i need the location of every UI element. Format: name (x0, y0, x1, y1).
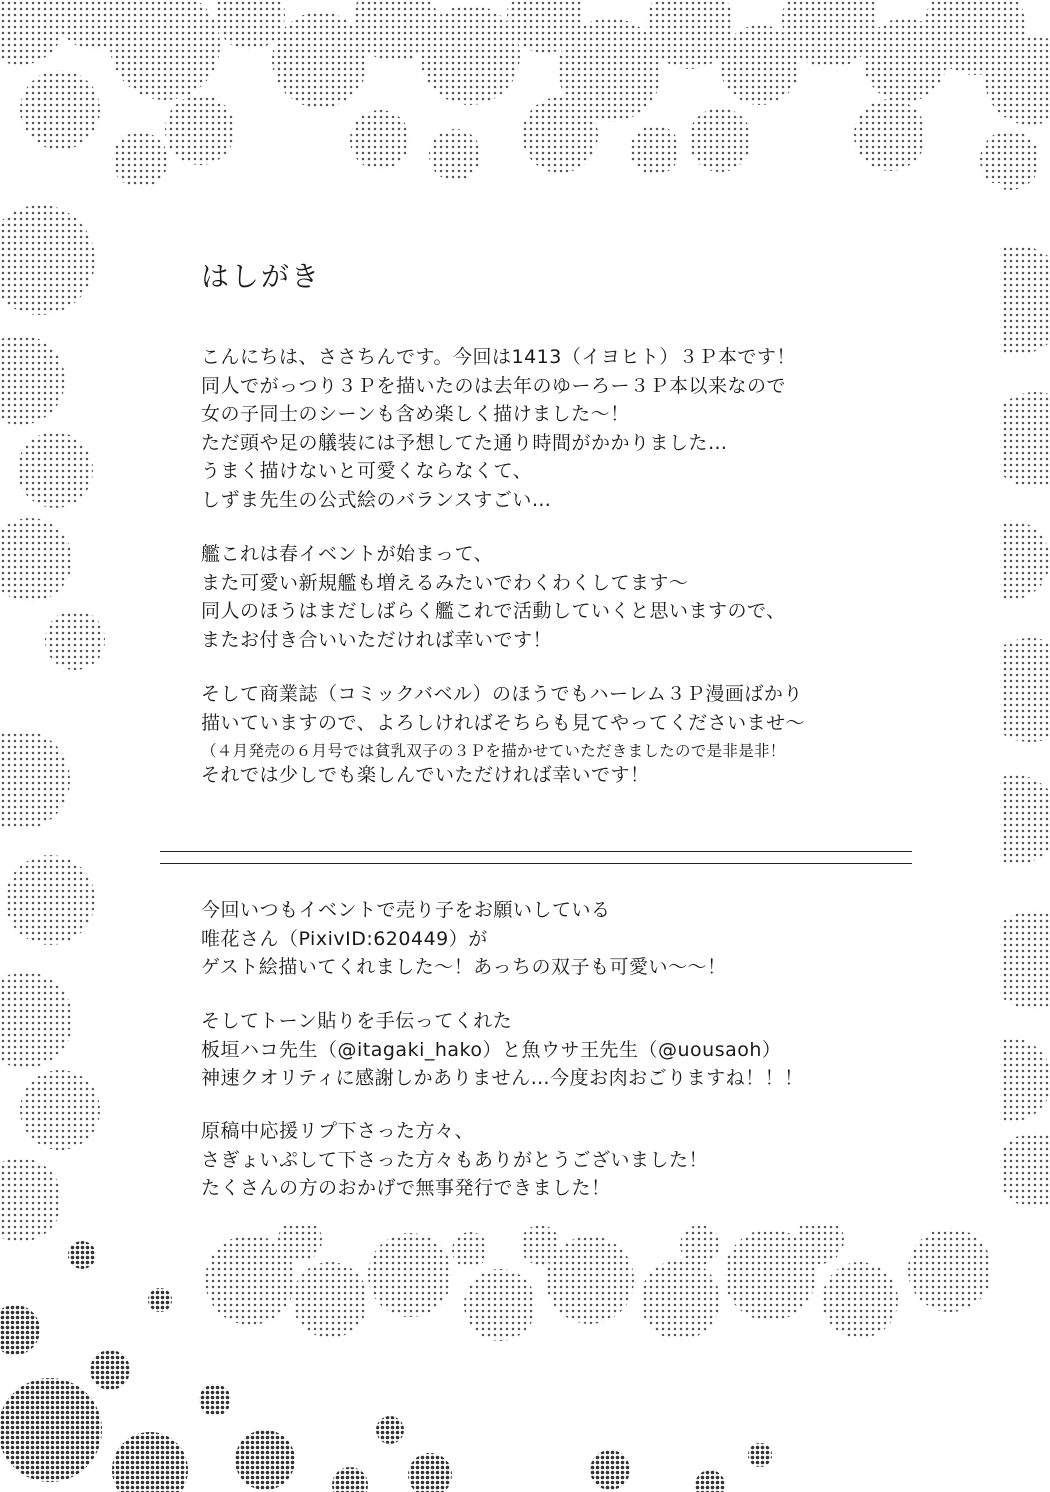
text-line: ただ頭や足の艤装には予想してた通り時間がかかりました… (201, 431, 728, 454)
halftone-blob-dark (695, 1470, 725, 1492)
halftone-blob (0, 518, 72, 602)
text-line: また可愛い新規艦も増えるみたいでわくわくしてます～ (201, 571, 689, 594)
text-line: 神速クオリティに感謝しかありません…今度お肉おごりますね！！！ (201, 1067, 804, 1089)
halftone-blob (17, 432, 93, 508)
halftone-blob (429, 129, 481, 181)
halftone-blob (420, 5, 520, 105)
halftone-blob-dark (235, 1430, 295, 1490)
text-line: こんにちは、ささちんです。今回は1413（イヨヒト）３Ｐ本です！ (201, 346, 796, 368)
halftone-blob (20, 70, 100, 150)
halftone-blob (688, 108, 752, 172)
halftone-blob (908, 1228, 992, 1312)
halftone-blob (0, 730, 70, 830)
halftone-blob (520, 1225, 560, 1265)
text-line: ゲスト絵描いてくれました～！あっちの双子も可愛い～～！ (201, 956, 727, 978)
halftone-blob (854, 99, 926, 171)
text-line: 板垣ハコ先生（@itagaki_hako）と魚ウサ王先生（@uousaoh） (201, 1038, 782, 1061)
halftone-blob (20, 1070, 100, 1150)
halftone-blob-dark (90, 1350, 130, 1390)
halftone-blob-dark (68, 1241, 96, 1269)
text-line: またお付き合いいただければ幸いです！ (201, 628, 553, 651)
text-line: 同人のほうはまだしばらく艦これで活動していくと思いますので、 (201, 600, 786, 622)
paragraph-closing (201, 761, 650, 790)
halftone-blob (292, 1262, 368, 1338)
paragraph-kancolle (201, 540, 786, 654)
halftone-blob-dark (199, 1384, 231, 1416)
halftone-blob (368, 1233, 452, 1317)
halftone-blob (522, 97, 598, 173)
text-line: それでは少しでも楽しんでいただければ幸いです！ (201, 764, 650, 786)
text-line: うまく描けないと可愛くならなくて、 (201, 460, 533, 482)
text-line-note: （４月発売の６月号では貧乳双子の３Ｐを描かせていただきましたので是非是非！ (201, 742, 786, 760)
halftone-blob-dark (748, 1443, 772, 1467)
halftone-blob (215, 0, 285, 50)
halftone-blob (165, 95, 235, 165)
halftone-blob (45, 610, 105, 670)
halftone-blob (0, 1158, 62, 1242)
paragraph-commercial (201, 680, 805, 766)
halftone-blob (0, 972, 73, 1068)
halftone-blob (980, 130, 1040, 190)
halftone-blob (680, 1225, 720, 1265)
halftone-blob-dark (590, 1450, 630, 1490)
paragraph-greeting (201, 343, 796, 514)
halftone-blob-dark (148, 1288, 172, 1312)
paragraph-guest (201, 896, 727, 982)
halftone-blob-dark (0, 1305, 40, 1355)
halftone-blob (464, 1269, 536, 1341)
paragraph-thanks (201, 1007, 804, 1093)
text-line: しずま先生の公式絵のバランスすごい… (201, 488, 552, 511)
text-line: そしてトーン貼りを手伝ってくれた (201, 1010, 513, 1032)
text-line: 同人でがっつり３Ｐを描いたのは去年のゆーろー３Ｐ本以来なので (201, 374, 787, 397)
text-line: そして商業誌（コミックバベル）のほうでもハーレム３Ｐ漫画ばかり (201, 683, 803, 705)
text-line: 艦これは春イベントが始まって、 (201, 543, 494, 565)
halftone-blob (5, 855, 95, 945)
halftone-blob (0, 205, 95, 315)
text-line: 唯花さん（PixivID:620449）が (201, 927, 488, 950)
text-line: 今回いつもイベントで売り子をお願いしている (201, 899, 611, 921)
halftone-blob-dark (408, 1453, 452, 1492)
text-line: 原稿中応援リプ下さった方々、 (201, 1120, 475, 1142)
halftone-blob-dark (112, 1432, 188, 1492)
paragraph-support (201, 1117, 708, 1203)
halftone-blob-dark (376, 1416, 404, 1444)
separator-line-bottom (160, 863, 912, 864)
halftone-blob (640, 1260, 720, 1340)
halftone-blob (822, 1262, 898, 1338)
page-title: はしがき (201, 260, 322, 293)
halftone-blob (0, 335, 65, 425)
text-line: たくさんの方のおかげで無事発行できました！ (201, 1177, 611, 1199)
text-panel (155, 183, 1000, 1226)
text-line: 女の子同士のシーンも含め楽しく描けました～！ (201, 403, 630, 425)
halftone-blob (630, 125, 680, 175)
halftone-blob (350, 110, 410, 170)
halftone-blob (112, 132, 168, 188)
text-line: さぎょいぷして下さった方々もありがとうございました！ (201, 1148, 709, 1171)
halftone-blob (452, 1232, 488, 1268)
halftone-blob (110, 0, 220, 100)
separator-line-top (160, 851, 912, 852)
halftone-blob-dark (0, 1378, 102, 1482)
text-line: 描いていますので、よろしければそちらも見てやってくださいませ～ (201, 711, 806, 734)
halftone-blob-dark (332, 1467, 368, 1492)
halftone-blob (997, 1132, 1050, 1208)
